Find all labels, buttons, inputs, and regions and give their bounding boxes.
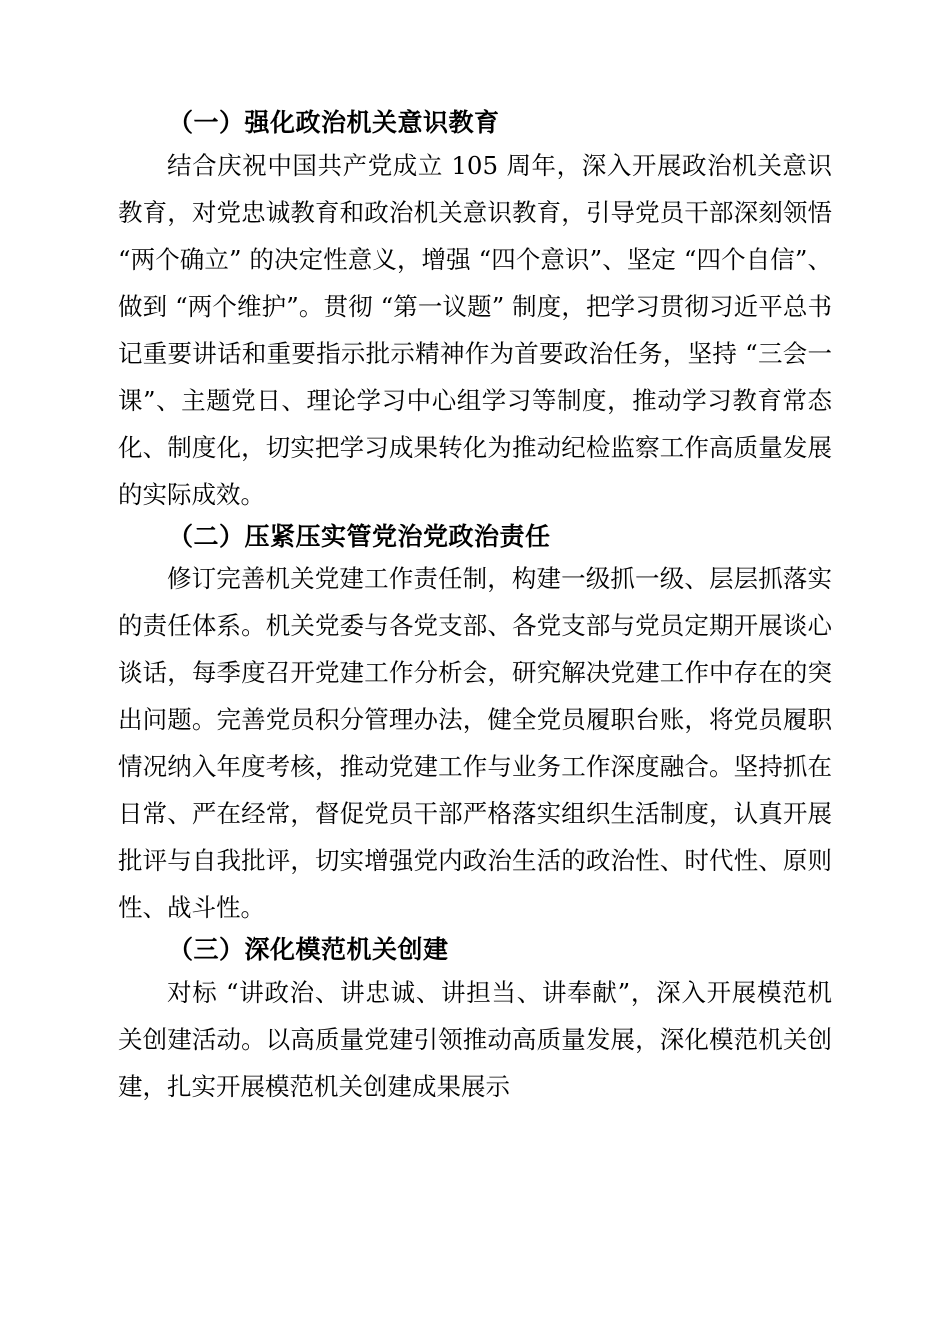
section-paragraph-2: 修订完善机关党建工作责任制，构建一级抓一级、层层抓落实的责任体系。机关党委与各党支部、各党支部与党员定期开展谈心谈话，每季度召开党建工作分析会，研究解决党建工作中存在的突出问题。完善党员积分管理办法，健全党员履职台账，将党员履职情况纳入年度考核，推动党建工作与业务工作深度融合。坚持抓在日常、严在经常，督促党员干部严格落实组织生活制度，认真开展批评与自我批评，切实增强党内政治生活的政治性、时代性、原则性、战斗性。	[118, 564, 832, 922]
section-heading-1: （一）强化政治机关意识教育	[168, 108, 500, 137]
section-heading-2: （二）压紧压实管党治党政治责任	[168, 521, 551, 551]
section-paragraph-1: 结合庆祝中国共产党成立 105 周年，深入开展政治机关意识教育，对党忠诚教育和政治机关意识教育，引导党员干部深刻领悟 “两个确立” 的决定性意义，增强 “四个意识”、坚定 “四个自信”、做到 “两个维护”。贯彻 “第一议题” 制度，把学习贯彻习近平总书记重要讲话和重要指示批示精神作为首要政治任务，坚持 “三会一课”、主题党日、理论学习中心组学习等制度，推动学习教育常态化、制度化，切实把学习成果转化为推动纪检监察工作高质量发展的实际成效。	[118, 150, 832, 509]
section-heading-3: （三）深化模范机关创建	[168, 935, 449, 964]
section-paragraph-3: 对标 “讲政治、讲忠诚、讲担当、讲奉献”，深入开展模范机关创建活动。以高质量党建引领推动高质量发展，深化模范机关创建，扎实开展模范机关创建成果展示	[118, 977, 832, 1101]
document-body	[118, 104, 832, 1110]
